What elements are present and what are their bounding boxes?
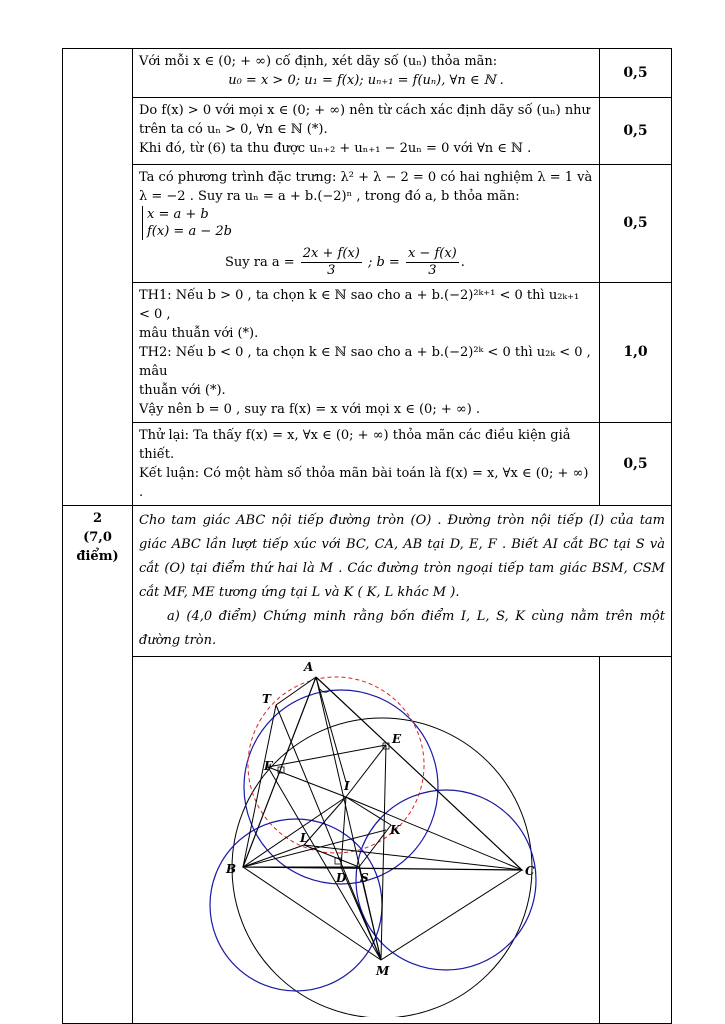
solution-row-3 [63, 165, 672, 283]
fraction-b-num: x − f(x) [407, 246, 457, 261]
solution-row-2 [63, 98, 672, 165]
conclusion-prefix: Suy ra a = [225, 255, 295, 270]
label-c: C [525, 864, 535, 878]
problem-2-number-cell [63, 506, 133, 1024]
text-line: TH1: Nếu b > 0 , ta chọn k ∈ ℕ sao cho a + b.(−2)²ᵏ⁺¹ < 0 thì u₂ₖ₊₁ < 0 , [139, 288, 580, 322]
problem-points: (7,0 điểm) [76, 530, 119, 564]
problem-part-a: a) (4,0 điểm) Chứng minh rằng bốn điểm I, L, S, K cùng nằm trên một đường tròn. [139, 609, 665, 648]
content-cell [133, 98, 600, 165]
solution-row-5 [63, 423, 672, 506]
score-cell: 1,0 [600, 283, 672, 423]
fraction-b-label: ; b = [367, 255, 400, 270]
label-a: A [304, 660, 314, 674]
equation-system [142, 206, 232, 240]
text-line: Ta có phương trình đặc trưng: λ² + λ − 2 = 0 có hai nghiệm λ = 1 và [139, 170, 593, 185]
label-f: F [264, 759, 273, 773]
circle-bsm [210, 819, 382, 991]
text-line: thuẫn với (*). [139, 383, 226, 398]
conclusion-line: Suy ra a = $\frac{2x + f(x)}{3}$ ; b = $\frac{x - f(x)}{3}$ . [225, 246, 465, 278]
content-cell [133, 283, 600, 423]
text-line: mâu thuẫn với (*). [139, 326, 259, 341]
formula-line: u₀ = x > 0; u₁ = f(x); uₙ₊₁ = f(uₙ), ∀n ∈ ℕ . [228, 73, 504, 88]
problem-number-cell [63, 49, 133, 506]
score-cell: 0,5 [600, 165, 672, 283]
text-fragment: λ = −2 . Suy ra uₙ = a + b.(−2)ⁿ , trong đó a, b thỏa mãn: [139, 189, 520, 204]
label-l: L [300, 831, 309, 845]
label-t: T [262, 692, 271, 706]
problem-statement-cell [133, 506, 672, 657]
label-i: I [344, 779, 350, 793]
label-d: D [336, 871, 347, 885]
text-line: Thử lại: Ta thấy f(x) = x, ∀x ∈ (0; + ∞) thỏa mãn các điều kiện giả thiết. [139, 428, 571, 462]
figure-cell [133, 657, 600, 1024]
text-line: Khi đó, từ (6) ta thu được uₙ₊₂ + uₙ₊₁ − 2uₙ = 0 với ∀n ∈ ℕ . [139, 141, 532, 156]
system-eq-2: f(x) = a − 2b [147, 224, 232, 239]
text-line: trên ta có uₙ > 0, ∀n ∈ ℕ (*). [139, 122, 328, 137]
content-cell [133, 165, 600, 283]
problem-number: 2 [92, 511, 103, 526]
fraction-b-den: 3 [428, 263, 437, 278]
fraction-b [406, 246, 459, 279]
fraction-a-num: 2x + f(x) [302, 246, 360, 261]
fraction-a-den: 3 [327, 263, 336, 278]
geometry-figure [133, 657, 619, 1017]
solution-row-4 [63, 283, 672, 423]
text-line: Vậy nên b = 0 , suy ra f(x) = x với mọi x ∈ (0; + ∞) . [139, 402, 481, 417]
fraction-a [301, 246, 362, 279]
label-m: M [376, 964, 390, 978]
label-e: E [392, 732, 402, 746]
score-cell: 0,5 [600, 49, 672, 98]
solution-row-1 [63, 49, 672, 98]
solution-table [62, 48, 672, 1024]
system-eq-1: x = a + b [147, 207, 209, 222]
score-cell: 0,5 [600, 98, 672, 165]
label-k: K [390, 823, 401, 837]
text-line: Kết luận: Có một hàm số thỏa mãn bài toán là f(x) = x, ∀x ∈ (0; + ∞) . [139, 466, 589, 500]
text-line: Với mỗi x ∈ (0; + ∞) cố định, xét dãy số (uₙ) thỏa mãn: [139, 54, 498, 69]
text-line [139, 187, 593, 240]
construction-lines [243, 677, 522, 960]
text-line: TH2: Nếu b < 0 , ta chọn k ∈ ℕ sao cho a + b.(−2)²ᵏ < 0 thì u₂ₖ < 0 , mâu [139, 345, 591, 379]
figure-row [63, 657, 672, 1024]
score-cell: 0,5 [600, 423, 672, 506]
problem-2-row [63, 506, 672, 657]
label-s: S [360, 871, 369, 885]
problem-statement: Cho tam giác ABC nội tiếp đường tròn (O) . Đường tròn nội tiếp (I) của tam giác ABC lần lượt tiếp xúc với BC, CA, AB tại D, E, F . Biết AI cắt BC tại S và cắt (O) tại điểm thứ hai là M . Các đường tròn ngoại tiếp tam giác BSM, CSM cắt MF, ME tương ứng tại L và K ( K, L khác M ). [139, 513, 665, 600]
text-line: Do f(x) > 0 với mọi x ∈ (0; + ∞) nên từ cách xác định dãy số (uₙ) như [139, 103, 590, 118]
content-cell [133, 49, 600, 98]
content-cell [133, 423, 600, 506]
label-b: B [226, 862, 237, 876]
